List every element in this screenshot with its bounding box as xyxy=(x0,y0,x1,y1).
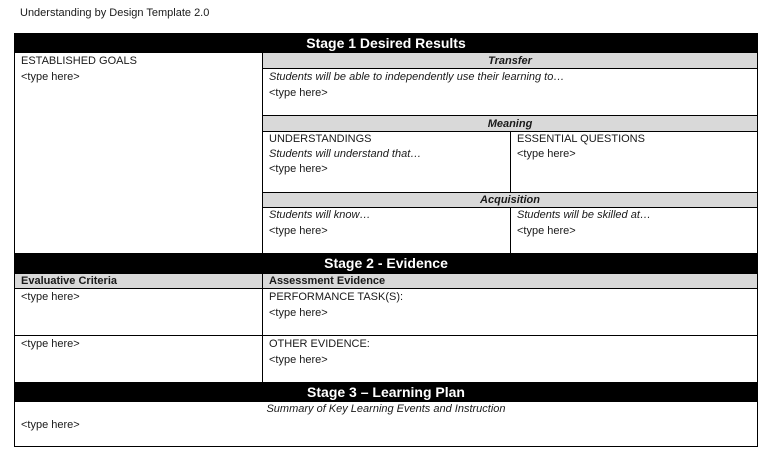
criteria-cell-1[interactable] xyxy=(15,289,262,335)
goals-placeholder[interactable]: <type here> xyxy=(21,71,80,83)
stage1-heading: Stage 1 Desired Results xyxy=(15,34,757,53)
essential-questions-placeholder[interactable]: <type here> xyxy=(517,148,576,160)
performance-task-label: PERFORMANCE TASK(S): xyxy=(269,291,404,303)
skilled-placeholder[interactable]: <type here> xyxy=(517,225,576,237)
stage3-heading: Stage 3 – Learning Plan xyxy=(15,382,757,402)
know-placeholder[interactable]: <type here> xyxy=(269,225,328,237)
ubd-template-table xyxy=(14,33,758,447)
criteria-cell-2[interactable] xyxy=(15,336,262,382)
essential-questions-label: ESSENTIAL QUESTIONS xyxy=(517,133,645,145)
learning-plan-cell[interactable] xyxy=(15,402,757,446)
know-cell[interactable] xyxy=(263,208,510,253)
acquisition-heading: Acquisition xyxy=(263,193,757,208)
criteria-placeholder-2[interactable]: <type here> xyxy=(21,338,80,350)
transfer-heading: Transfer xyxy=(263,53,757,69)
understandings-prompt: Students will understand that… xyxy=(269,148,422,160)
criteria-placeholder-1[interactable]: <type here> xyxy=(21,291,80,303)
learning-plan-summary: Summary of Key Learning Events and Instruction xyxy=(266,403,506,415)
meaning-heading: Meaning xyxy=(263,116,757,132)
other-evidence-cell[interactable] xyxy=(263,336,757,382)
stage2-heading: Stage 2 - Evidence xyxy=(15,253,757,274)
transfer-prompt: Students will be able to independently use their learning to… xyxy=(269,71,565,83)
transfer-cell[interactable] xyxy=(263,69,757,115)
learning-plan-placeholder[interactable]: <type here> xyxy=(21,419,80,431)
established-goals-label: ESTABLISHED GOALS xyxy=(21,55,137,67)
skilled-cell[interactable] xyxy=(511,208,757,253)
document-title: Understanding by Design Template 2.0 xyxy=(20,7,210,19)
transfer-placeholder[interactable]: <type here> xyxy=(269,87,328,99)
essential-questions-cell[interactable] xyxy=(511,132,757,192)
understandings-label: UNDERSTANDINGS xyxy=(269,133,372,145)
established-goals-cell[interactable] xyxy=(15,53,262,253)
performance-task-cell[interactable] xyxy=(263,289,757,335)
other-evidence-label: OTHER EVIDENCE: xyxy=(269,338,370,350)
know-prompt: Students will know… xyxy=(269,209,371,221)
evaluative-criteria-header: Evaluative Criteria xyxy=(15,274,262,289)
other-evidence-placeholder[interactable]: <type here> xyxy=(269,354,328,366)
performance-task-placeholder[interactable]: <type here> xyxy=(269,307,328,319)
assessment-evidence-header: Assessment Evidence xyxy=(263,274,757,289)
understandings-placeholder[interactable]: <type here> xyxy=(269,163,328,175)
skilled-prompt: Students will be skilled at… xyxy=(517,209,651,221)
understandings-cell[interactable] xyxy=(263,132,510,192)
